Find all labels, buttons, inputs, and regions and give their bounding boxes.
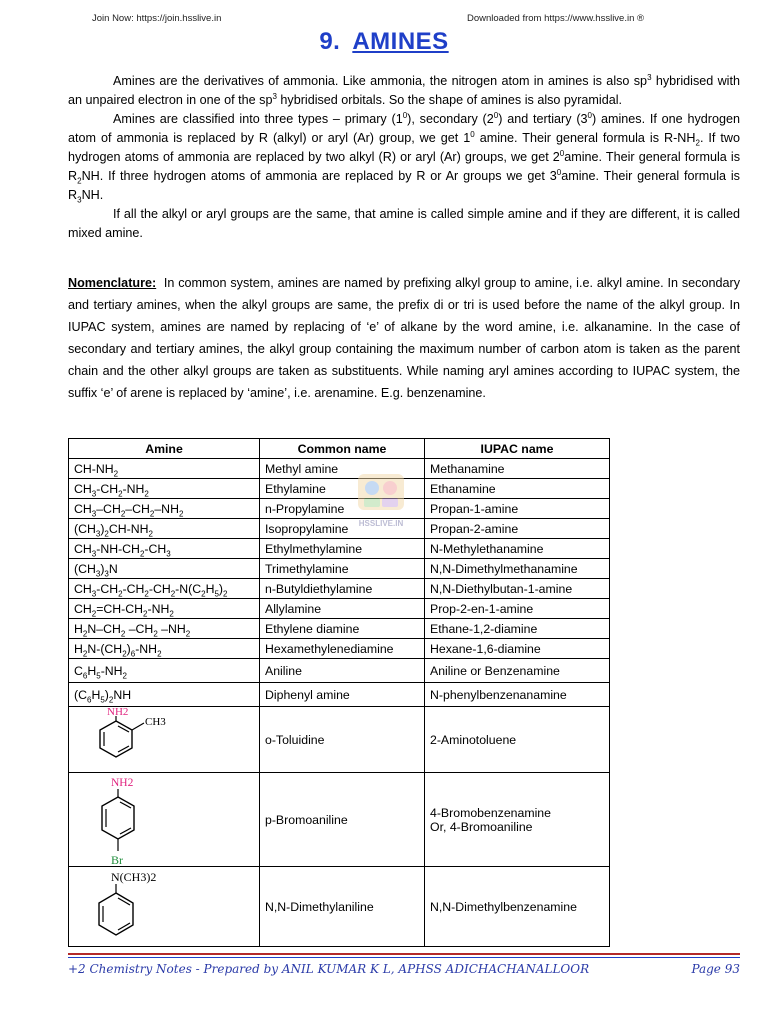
chapter-name: AMINES xyxy=(352,28,449,55)
iupac-name-cell: Propan-1-amine xyxy=(425,499,610,519)
br-label: Br xyxy=(111,853,123,866)
table-row xyxy=(69,579,610,599)
table-row xyxy=(69,479,610,499)
iupac-name-cell: Ethanamine xyxy=(425,479,610,499)
hsslive-watermark-logo xyxy=(348,462,414,534)
common-name-cell: Allylamine xyxy=(260,599,425,619)
table-row xyxy=(69,659,610,683)
watermark-text: HSSLIVE.IN xyxy=(358,519,404,528)
amine-formula: $CH_3-NH-CH_2-CH_3$ xyxy=(69,539,260,559)
n-n-dimethylaniline-diagram xyxy=(74,867,254,946)
p-bromoaniline-diagram xyxy=(74,773,254,866)
page-footer xyxy=(68,962,740,978)
common-name-cell: Hexamethylenediamine xyxy=(260,639,425,659)
table-row xyxy=(69,519,610,539)
nme2-label: N(CH3)2 xyxy=(111,870,157,884)
iupac-name-cell: Ethane-1,2-diamine xyxy=(425,619,610,639)
amines-naming-table xyxy=(68,438,610,947)
iupac-name-cell: N,N-Dimethylbenzenamine xyxy=(425,867,610,947)
intro-paragraphs xyxy=(68,72,740,243)
table-row xyxy=(69,683,610,707)
paragraph-definition: Amines are the derivatives of ammonia. Like ammonia, the nitrogen atom in amines is also $sp^3$ hybridised with an unpaired electron in one of the $sp^3$ hybridised orbitals. So the shape of amines is also pyramidal. xyxy=(68,72,740,107)
p-bromoaniline-structure xyxy=(69,773,260,867)
iupac-name-cell: N-phenylbenzenanamine xyxy=(425,683,610,707)
iupac-name-line: 4-Bromobenzenamine xyxy=(430,805,551,820)
page-header xyxy=(0,13,768,27)
table-row xyxy=(69,639,610,659)
nh2-label: NH2 xyxy=(111,777,134,789)
col-header-iupac-name: IUPAC name xyxy=(425,439,610,459)
benzene-ring xyxy=(100,721,132,757)
common-name-cell: Isopropylamine xyxy=(260,519,425,539)
table-row xyxy=(69,867,610,947)
table-row xyxy=(69,707,610,773)
page-number: Page 93 xyxy=(691,962,740,976)
amine-formula: $(CH_3)_2CH-NH_2$ xyxy=(69,519,260,539)
table-row xyxy=(69,773,610,867)
amine-formula: $H_2N-CH_2$ $-CH_2$ $-NH_2$ xyxy=(69,619,260,639)
benzene-ring xyxy=(102,797,134,839)
table-row xyxy=(69,559,610,579)
table-row xyxy=(69,619,610,639)
amine-formula: $CH_2=CH-CH_2-NH_2$ xyxy=(69,599,260,619)
chapter-title xyxy=(0,28,768,56)
common-name-cell: p-Bromoaniline xyxy=(260,773,425,867)
footer-divider-red xyxy=(68,953,740,955)
table-row xyxy=(69,599,610,619)
common-name-cell: n-Propylamine xyxy=(260,499,425,519)
amine-formula: $CH_3-CH_2-CH_2-CH_2-N(C_2H_5)_2$ xyxy=(69,579,260,599)
nomenclature-heading: Nomenclature: xyxy=(68,276,157,290)
common-name-cell: Aniline xyxy=(260,659,425,683)
iupac-name-cell: Methanamine xyxy=(425,459,610,479)
iupac-name-cell: Prop-2-en-1-amine xyxy=(425,599,610,619)
nh2-label: NH2 xyxy=(107,707,129,718)
col-header-amine: Amine xyxy=(69,439,260,459)
ch3-label: CH3 xyxy=(145,716,166,728)
n-n-dimethylaniline-structure xyxy=(69,867,260,947)
table-row xyxy=(69,539,610,559)
iupac-name-cell: N-Methylethanamine xyxy=(425,539,610,559)
common-name-cell: Diphenyl amine xyxy=(260,683,425,707)
amine-formula: $CH_3-CH_2-NH_2$ xyxy=(69,479,260,499)
amine-formula: $C_6H_5-NH_2$ xyxy=(69,659,260,683)
common-name-cell: Methyl amine xyxy=(260,459,425,479)
header-join-link[interactable]: Join Now: https://join.hsslive.in xyxy=(92,13,222,24)
iupac-name-cell: Aniline or Benzenamine xyxy=(425,659,610,683)
iupac-name-alt: Or, 4-Bromoaniline xyxy=(430,819,533,834)
amine-formula: $H_2N-(CH_2)_6-NH_2$ xyxy=(69,639,260,659)
common-name-cell: Ethylene diamine xyxy=(260,619,425,639)
table-row xyxy=(69,459,610,479)
iupac-name-cell xyxy=(425,773,610,867)
amine-formula: $CH_3-CH_2-CH_2-NH_2$ xyxy=(69,499,260,519)
o-toluidine-diagram xyxy=(74,707,254,772)
iupac-name-cell: 2-Aminotoluene xyxy=(425,707,610,773)
paragraph-nomenclature: Nomenclature: In common system, amines are named by prefixing alkyl group to amine, i.e. alkyl amine. In secondary and tertiary amines, when the alkyl groups are same, the prefix di or tri is used before the name of the alkyl group. In IUPAC system, amines are named by replacing of ‘e’ of alkane by the word amine, i.e. alkanamine. In the case of secondary and tertiary amines, the alkyl group containing the maximum number of carbon atom is taken as the parent chain and the other alkyl groups are taken as substituents. While naming aryl amines according to IUPAC system, the suffix ‘e’ of arene is replaced by ‘amine’, i.e. arenamine. E.g. benzenamine. xyxy=(68,276,740,400)
paragraph-classification: Amines are classified into three types – primary $(1^0)$, secondary $(2^0)$ and tertiary $(3^0)$ amines. If one hydrogen atom of ammonia is replaced by R (alkyl) or aryl (Ar) group, we get $1^0$ amine. Their general formula is $R-NH_2$. If two hydrogen atoms of ammonia are replaced by two alkyl (R) or aryl (Ar) groups, we get $2^0amine$. Their general formula is $R_2NH$. If three hydrogen atoms of ammonia are replaced by R or Ar groups we get $3^0amine$. Their general formula is $R_3NH$. xyxy=(68,110,741,205)
nomenclature-section xyxy=(68,272,740,404)
common-name-cell: Ethylmethylamine xyxy=(260,539,425,559)
common-name-cell: Trimethylamine xyxy=(260,559,425,579)
o-toluidine-structure xyxy=(69,707,260,773)
common-name-cell: n-Butyldiethylamine xyxy=(260,579,425,599)
benzene-ring xyxy=(99,893,133,935)
paragraph-simple-mixed: If all the alkyl or aryl groups are the same, that amine is called simple amine and if they are different, it is called mixed amine. xyxy=(68,207,740,240)
common-name-cell: N,N-Dimethylaniline xyxy=(260,867,425,947)
amine-formula: $CH-NH_2$ xyxy=(69,459,260,479)
footer-credit: +2 Chemistry Notes - Prepared by ANIL KUMAR K L, APHSS ADICHACHANALLOOR xyxy=(68,962,590,976)
amine-formula: $(C_6H_5)_2NH$ xyxy=(69,683,260,707)
table-row xyxy=(69,499,610,519)
footer-divider-blue xyxy=(68,957,740,958)
iupac-name-cell: N,N-Diethylbutan-1-amine xyxy=(425,579,610,599)
iupac-name-cell: N,N-Dimethylmethanamine xyxy=(425,559,610,579)
iupac-name-cell: Hexane-1,6-diamine xyxy=(425,639,610,659)
amine-formula: $(CH_3)_3N$ xyxy=(69,559,260,579)
common-name-cell: Ethylamine xyxy=(260,479,425,499)
iupac-name-cell: Propan-2-amine xyxy=(425,519,610,539)
common-name-cell: o-Toluidine xyxy=(260,707,425,773)
chapter-number: 9. xyxy=(319,28,341,55)
col-header-common-name: Common name xyxy=(260,439,425,459)
header-download-source[interactable]: Downloaded from https://www.hsslive.in ® xyxy=(467,13,645,24)
